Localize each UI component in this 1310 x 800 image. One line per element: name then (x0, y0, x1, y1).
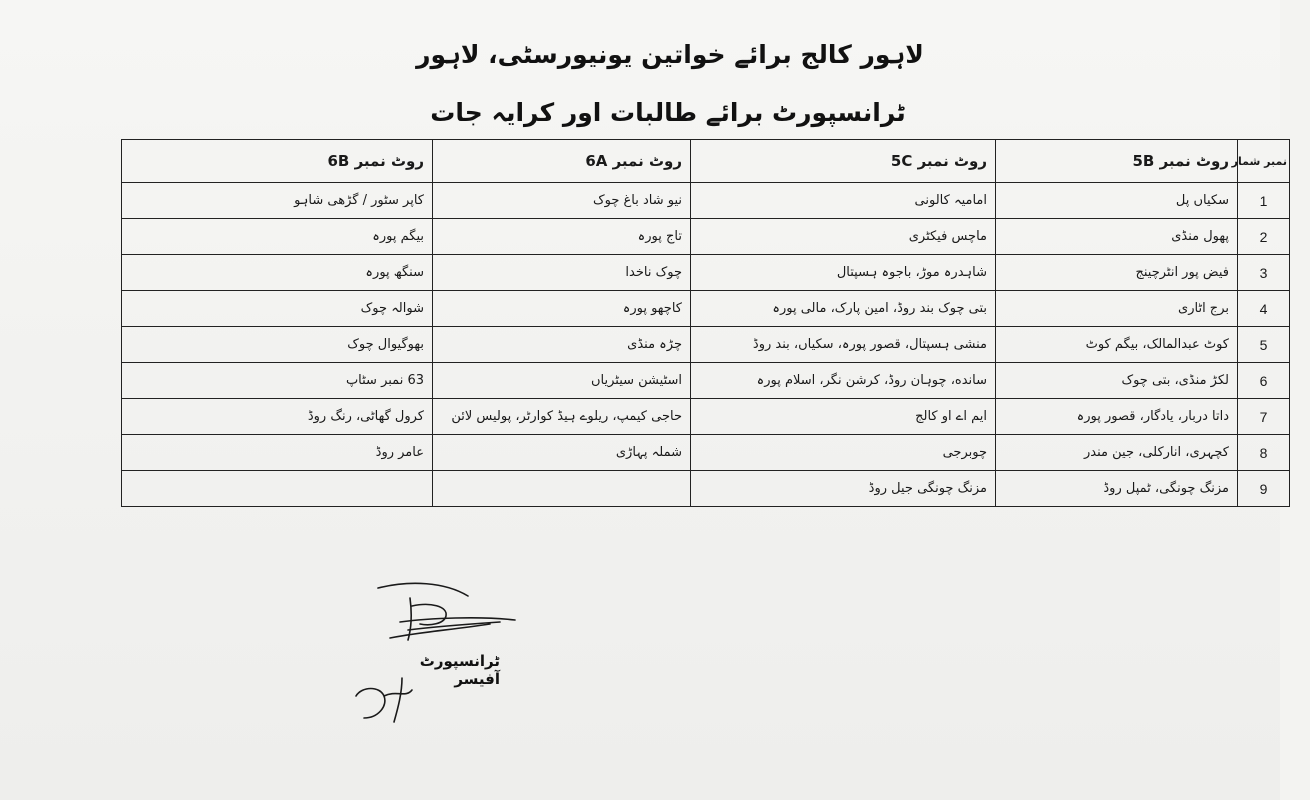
route-6b-cell: کرول گھاٹی، رنگ روڈ (122, 399, 433, 435)
route-6a-cell: چوک ناخدا (433, 255, 691, 291)
table-row (122, 399, 1290, 435)
serial-cell: 3 (1238, 255, 1290, 291)
route-6a-cell (433, 471, 691, 507)
route-6b-cell: شوالہ چوک (122, 291, 433, 327)
column-header-route-5b: روٹ نمبر 5B (996, 140, 1238, 183)
column-header-route-5c: روٹ نمبر 5C (691, 140, 996, 183)
route-6a-cell: کاچھو پورہ (433, 291, 691, 327)
route-5c-cell: بتی چوک بند روڈ، امین پارک، مالی پورہ (691, 291, 996, 327)
route-5b-cell: داتا دربار، یادگار، قصور پورہ (996, 399, 1238, 435)
route-5c-cell: چوبرجی (691, 435, 996, 471)
serial-cell: 8 (1238, 435, 1290, 471)
route-5c-cell: ماچس فیکٹری (691, 219, 996, 255)
route-6b-cell (122, 471, 433, 507)
route-5c-cell: مزنگ چونگی جیل روڈ (691, 471, 996, 507)
column-header-route-6a: روٹ نمبر 6A (433, 140, 691, 183)
route-5b-cell: سکیاں پل (996, 183, 1238, 219)
route-6b-cell: سنگھ پورہ (122, 255, 433, 291)
route-6a-cell: حاجی کیمپ، ریلوے ہیڈ کوارٹر، پولیس لائن (433, 399, 691, 435)
route-6b-cell: بھوگیوال چوک (122, 327, 433, 363)
serial-cell: 7 (1238, 399, 1290, 435)
route-5c-cell: شاہدرہ موڑ، باجوہ ہسپتال (691, 255, 996, 291)
route-5b-cell: مزنگ چونگی، ٹمپل روڈ (996, 471, 1238, 507)
route-5c-cell: امامیہ کالونی (691, 183, 996, 219)
table-row (122, 363, 1290, 399)
table-row (122, 219, 1290, 255)
route-5b-cell: فیض پور انٹرچینج (996, 255, 1238, 291)
route-6b-cell: کاپر سٹور / گڑھی شاہو (122, 183, 433, 219)
document-subtitle: ٹرانسپورٹ برائے طالبات اور کرایہ جات (430, 98, 906, 127)
column-header-serial: نمبر شمار (1238, 140, 1290, 183)
column-header-route-6b: روٹ نمبر 6B (122, 140, 433, 183)
serial-cell: 1 (1238, 183, 1290, 219)
table-row (122, 183, 1290, 219)
serial-cell: 9 (1238, 471, 1290, 507)
route-6b-cell: بیگم پورہ (122, 219, 433, 255)
route-6a-cell: تاج پورہ (433, 219, 691, 255)
route-5c-cell: منشی ہسپتال، قصور پورہ، سکیاں، بند روڈ (691, 327, 996, 363)
route-6a-cell: شملہ پہاڑی (433, 435, 691, 471)
routes-table (121, 139, 1290, 507)
document-title: لاہور کالج برائے خواتین یونیورسٹی، لاہور (416, 40, 924, 69)
route-5b-cell: لکڑ منڈی، بتی چوک (996, 363, 1238, 399)
serial-cell: 4 (1238, 291, 1290, 327)
route-6b-cell: 63 نمبر سٹاپ (122, 363, 433, 399)
route-5b-cell: کچہری، انارکلی، جین مندر (996, 435, 1238, 471)
route-6a-cell: اسٹیشن سیٹریاں (433, 363, 691, 399)
route-5b-cell: کوٹ عبدالمالک، بیگم کوٹ (996, 327, 1238, 363)
table-row (122, 327, 1290, 363)
route-5b-cell: برج اٹاری (996, 291, 1238, 327)
serial-cell: 2 (1238, 219, 1290, 255)
table-row (122, 471, 1290, 507)
serial-cell: 5 (1238, 327, 1290, 363)
table-header-row (122, 140, 1290, 183)
table-row (122, 291, 1290, 327)
table-row (122, 435, 1290, 471)
route-6a-cell: چڑہ منڈی (433, 327, 691, 363)
route-6b-cell: عامر روڈ (122, 435, 433, 471)
route-5c-cell: سانده، چوہان روڈ، کرشن نگر، اسلام پورہ (691, 363, 996, 399)
route-5c-cell: ایم اے او کالج (691, 399, 996, 435)
officer-label: ٹرانسپورٹ آفیسر (419, 652, 500, 688)
route-5b-cell: پھول منڈی (996, 219, 1238, 255)
route-6a-cell: نیو شاد باغ چوک (433, 183, 691, 219)
serial-cell: 6 (1238, 363, 1290, 399)
table-row (122, 255, 1290, 291)
